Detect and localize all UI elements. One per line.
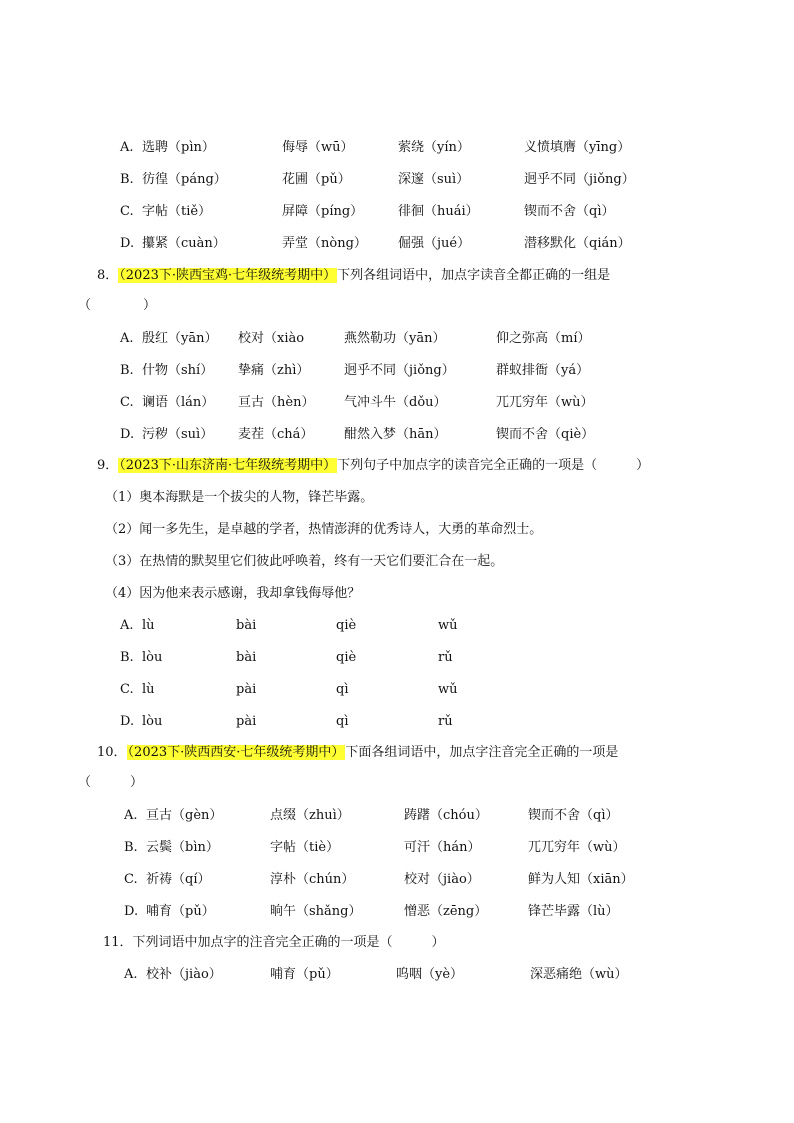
q8-option-a [0, 329, 794, 349]
q9-stem [0, 456, 794, 476]
q9-sentence [0, 488, 794, 508]
option-letter: D. [124, 904, 139, 919]
option-letter: A. [124, 808, 138, 823]
answer-blank: （ ） [78, 775, 144, 790]
q9-option-d [0, 712, 794, 732]
option-letter: A. [124, 967, 138, 982]
option-item: 校对（xiào [238, 331, 305, 346]
option-letter: B. [120, 363, 134, 378]
option-item: 群蚁排衙（yá） [496, 363, 590, 378]
answer-blank: （ ） [78, 298, 157, 313]
option-item: 深邃（suì） [398, 172, 470, 187]
option-item: pài [236, 714, 257, 729]
q7-option-b [0, 170, 794, 190]
option-letter: B. [120, 172, 134, 187]
option-letter: A. [120, 331, 134, 346]
option-item: 攥紧（cuàn） [142, 236, 226, 251]
option-item: 呜咽（yè） [396, 967, 464, 982]
option-item: 徘徊（huái） [398, 204, 479, 219]
option-letter: C. [120, 395, 134, 410]
option-item: 亘古（hèn） [238, 395, 315, 410]
option-item: 选聘（pìn） [142, 140, 215, 155]
q7-option-c [0, 202, 794, 222]
option-letter: D. [120, 714, 135, 729]
option-item: 哺育（pǔ） [146, 904, 215, 919]
question-number: 10． [97, 745, 127, 760]
option-letter: C. [120, 682, 134, 697]
option-item: 祈祷（qí） [146, 872, 211, 887]
option-letter: B. [124, 840, 138, 855]
option-letter: A. [120, 618, 134, 633]
option-letter: B. [120, 650, 134, 665]
option-letter: C. [120, 204, 134, 219]
option-item: 义愤填膺（yīng） [524, 140, 631, 155]
option-item: 兀兀穷年（wù） [496, 395, 594, 410]
option-item: 可汗（hán） [404, 840, 481, 855]
source-tag: （2023下·陕西西安·七年级统考期中） [127, 745, 345, 760]
option-item: 仰之弥高（mí） [496, 331, 591, 346]
option-item: 云鬓（bìn） [146, 840, 219, 855]
option-item: lù [142, 618, 155, 633]
option-item: qiè [336, 650, 357, 665]
option-item: 麦茬（chá） [238, 427, 314, 442]
sentence-text: （1）奥本海默是一个拔尖的人物，锋芒毕露。 [105, 490, 374, 505]
option-item: 弄堂（nòng） [282, 236, 367, 251]
option-item: 哺育（pǔ） [270, 967, 339, 982]
sentence-text: （2）闻一多先生，是卓越的学者，热情澎湃的优秀诗人，大勇的革命烈士。 [105, 522, 543, 537]
option-item: 气冲斗牛（dǒu） [344, 395, 447, 410]
option-letter: D. [120, 427, 135, 442]
option-item: 污秽（suì） [142, 427, 214, 442]
option-item: 淳朴（chún） [270, 872, 355, 887]
option-item: 彷徨（páng） [142, 172, 227, 187]
question-number: 9． [97, 458, 119, 473]
option-item: 挚痛（zhì） [238, 363, 310, 378]
option-item: pài [236, 682, 257, 697]
option-item: 晌午（shǎng） [270, 904, 362, 919]
option-letter: A. [120, 140, 134, 155]
option-item: lù [142, 682, 155, 697]
q8-option-c [0, 393, 794, 413]
question-text: 下列各组词语中，加点字读音全都正确的一组是 [337, 268, 611, 283]
q8-answer-paren [0, 296, 794, 316]
option-item: wǔ [438, 682, 458, 697]
option-item: 燕然勒功（yān） [344, 331, 446, 346]
q7-option-a [0, 138, 794, 158]
option-item: bài [236, 650, 257, 665]
q9-sentence [0, 584, 794, 604]
option-item: 迥乎不同（jiǒng） [344, 363, 455, 378]
q9-option-a [0, 616, 794, 636]
option-item: lòu [142, 714, 163, 729]
option-item: 锋芒毕露（lù） [528, 904, 619, 919]
question-number: 11． [103, 935, 133, 950]
option-item: qì [336, 682, 349, 697]
q9-option-c [0, 680, 794, 700]
option-item: 校对（jiào） [404, 872, 480, 887]
q9-option-b [0, 648, 794, 668]
sentence-text: （4）因为他来表示感谢，我却拿钱侮辱他？ [105, 586, 361, 601]
q8-stem [0, 266, 794, 286]
option-item: 锲而不舍（qì） [524, 204, 615, 219]
question-text: 下列词语中加点字的注音完全正确的一项是（ ） [132, 935, 445, 950]
question-text: 下列句子中加点字的读音完全正确的一项是（ ） [337, 458, 650, 473]
source-tag: （2023下·陕西宝鸡·七年级统考期中） [119, 268, 337, 283]
option-item: bài [236, 618, 257, 633]
option-item: qì [336, 714, 349, 729]
option-letter: D. [120, 236, 135, 251]
q11-option-a [0, 965, 794, 985]
option-item: 憎恶（zēng） [404, 904, 488, 919]
option-item: 花圃（pǔ） [282, 172, 351, 187]
question-text: 下面各组词语中，加点字注音完全正确的一项是 [345, 745, 619, 760]
option-item: 迥乎不同（jiǒng） [524, 172, 635, 187]
q10-option-c [0, 870, 794, 890]
option-item: 校补（jiào） [146, 967, 222, 982]
option-item: 锲而不舍（qì） [528, 808, 619, 823]
q9-sentence [0, 552, 794, 572]
option-item: 萦绕（yín） [398, 140, 470, 155]
option-item: 殷红（yān） [142, 331, 218, 346]
option-item: 亘古（gèn） [146, 808, 223, 823]
option-item: 锲而不舍（qiè） [496, 427, 595, 442]
question-number: 8． [97, 268, 119, 283]
q7-option-d [0, 234, 794, 254]
option-item: 侮辱（wū） [282, 140, 354, 155]
q10-option-d [0, 902, 794, 922]
option-item: wǔ [438, 618, 458, 633]
q11-stem [0, 933, 794, 953]
option-item: rǔ [438, 650, 453, 665]
q10-answer-paren [0, 773, 794, 793]
option-item: 深恶痛绝（wù） [530, 967, 628, 982]
q9-sentence [0, 520, 794, 540]
option-item: 点缀（zhuì） [270, 808, 350, 823]
option-item: 酣然入梦（hān） [344, 427, 447, 442]
option-item: rǔ [438, 714, 453, 729]
option-item: 字帖（tiě） [142, 204, 212, 219]
option-item: qiè [336, 618, 357, 633]
option-item: 字帖（tiè） [270, 840, 340, 855]
q8-option-d [0, 425, 794, 445]
option-letter: C. [124, 872, 138, 887]
q10-option-b [0, 838, 794, 858]
q10-option-a [0, 806, 794, 826]
option-item: 潜移默化（qián） [524, 236, 631, 251]
option-item: 兀兀穷年（wù） [528, 840, 626, 855]
source-tag: （2023下·山东济南·七年级统考期中） [119, 458, 337, 473]
option-item: 屏障（píng） [282, 204, 364, 219]
option-item: 谰语（lán） [142, 395, 215, 410]
option-item: lòu [142, 650, 163, 665]
option-item: 倔强（jué） [398, 236, 471, 251]
option-item: 鲜为人知（xiān） [528, 872, 634, 887]
option-item: 什物（shí） [142, 363, 214, 378]
sentence-text: （3）在热情的默契里它们彼此呼唤着，终有一天它们要汇合在一起。 [105, 554, 504, 569]
q10-stem [0, 743, 794, 763]
option-item: 踌躇（chóu） [404, 808, 488, 823]
q8-option-b [0, 361, 794, 381]
